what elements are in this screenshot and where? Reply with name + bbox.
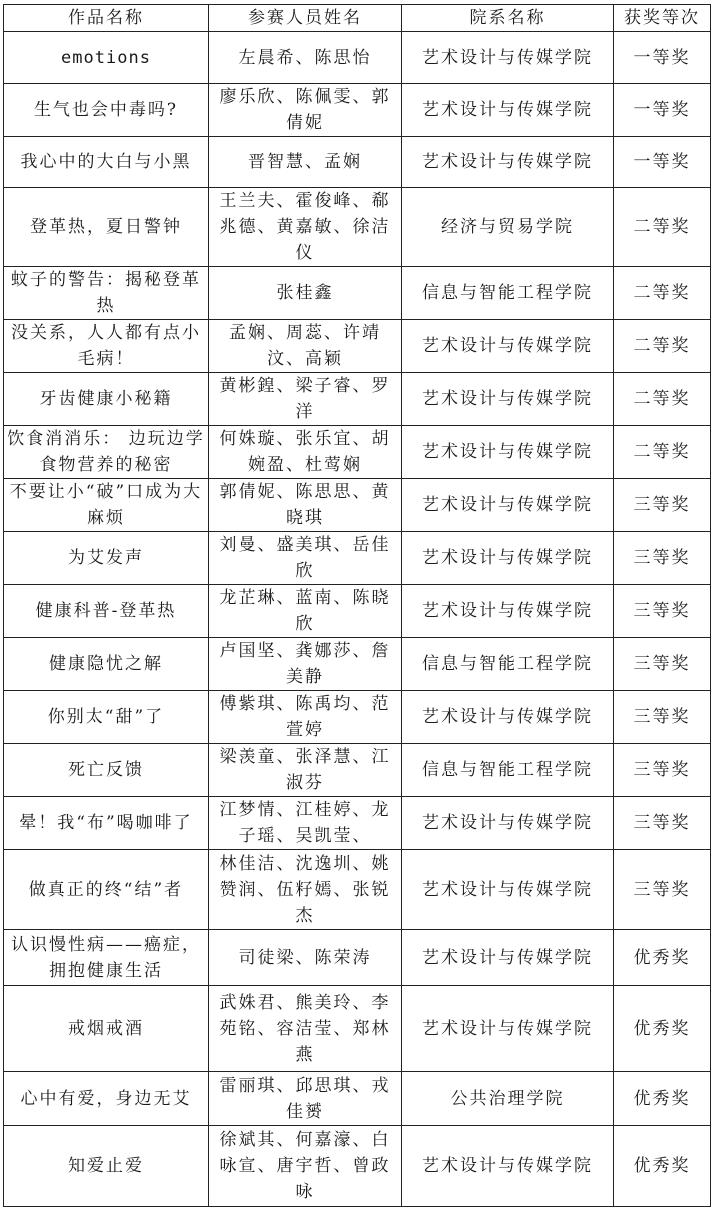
- department-cell: 艺术设计与传媒学院: [402, 986, 614, 1072]
- department-cell: 信息与智能工程学院: [402, 744, 614, 797]
- table-row: [4, 691, 711, 744]
- department-cell: 艺术设计与传媒学院: [402, 137, 614, 188]
- work-name-cell: 心中有爱，身边无艾: [4, 1072, 209, 1126]
- department-cell: 艺术设计与传媒学院: [402, 585, 614, 638]
- department-cell: 艺术设计与传媒学院: [402, 691, 614, 744]
- department-cell: 艺术设计与传媒学院: [402, 426, 614, 479]
- table-row: [4, 986, 711, 1072]
- department-cell: 艺术设计与传媒学院: [402, 320, 614, 373]
- table-row: [4, 320, 711, 373]
- department-cell: 艺术设计与传媒学院: [402, 479, 614, 532]
- award-level-cell: 优秀奖: [614, 1072, 711, 1126]
- table-row: [4, 188, 711, 267]
- participants-cell: 何姝璇、张乐宜、胡婉盈、杜莺娴: [209, 426, 402, 479]
- department-cell: 艺术设计与传媒学院: [402, 930, 614, 986]
- table-row: [4, 373, 711, 426]
- participants-cell: 黄彬鍠、梁子睿、罗洋: [209, 373, 402, 426]
- work-name-cell: 饮食消消乐： 边玩边学食物营养的秘密: [4, 426, 209, 479]
- participants-cell: 左晨希、陈思怡: [209, 32, 402, 84]
- award-level-cell: 一等奖: [614, 32, 711, 84]
- table-row: [4, 930, 711, 986]
- work-name-cell: 你别太“甜”了: [4, 691, 209, 744]
- table-row: [4, 84, 711, 137]
- participants-cell: 林佳洁、沈逸圳、姚赞润、伍籽嫣、张锐杰: [209, 850, 402, 930]
- award-level-cell: 一等奖: [614, 137, 711, 188]
- department-cell: 经济与贸易学院: [402, 188, 614, 267]
- header-department: 院系名称: [402, 5, 614, 32]
- participants-cell: 江梦情、江桂婷、龙子瑶、吴凯莹、: [209, 797, 402, 850]
- award-level-cell: 一等奖: [614, 84, 711, 137]
- work-name-cell: emotions: [4, 32, 209, 84]
- table-row: [4, 585, 711, 638]
- table-row: [4, 32, 711, 84]
- work-name-cell: 我心中的大白与小黑: [4, 137, 209, 188]
- table-row: [4, 797, 711, 850]
- award-level-cell: 三等奖: [614, 532, 711, 585]
- award-level-cell: 二等奖: [614, 320, 711, 373]
- participants-cell: 郭倩妮、陈思思、黄晓琪: [209, 479, 402, 532]
- work-name-cell: 做真正的终“结”者: [4, 850, 209, 930]
- award-level-cell: 二等奖: [614, 373, 711, 426]
- participants-cell: 武姝君、熊美玲、李苑铭、容洁莹、郑林燕: [209, 986, 402, 1072]
- department-cell: 艺术设计与传媒学院: [402, 373, 614, 426]
- department-cell: 公共治理学院: [402, 1072, 614, 1126]
- work-name-cell: 健康科普-登革热: [4, 585, 209, 638]
- participants-cell: 张桂鑫: [209, 267, 402, 320]
- department-cell: 艺术设计与传媒学院: [402, 797, 614, 850]
- award-level-cell: 优秀奖: [614, 930, 711, 986]
- table-row: [4, 426, 711, 479]
- work-name-cell: 牙齿健康小秘籍: [4, 373, 209, 426]
- work-name-cell: 没关系，人人都有点小毛病！: [4, 320, 209, 373]
- participants-cell: 梁羡童、张泽慧、江淑芬: [209, 744, 402, 797]
- department-cell: 信息与智能工程学院: [402, 638, 614, 691]
- department-cell: 艺术设计与传媒学院: [402, 32, 614, 84]
- participants-cell: 廖乐欣、陈佩雯、郭倩妮: [209, 84, 402, 137]
- award-level-cell: 三等奖: [614, 744, 711, 797]
- award-level-cell: 二等奖: [614, 267, 711, 320]
- table-row: [4, 1072, 711, 1126]
- work-name-cell: 不要让小“破”口成为大麻烦: [4, 479, 209, 532]
- participants-cell: 龙芷琳、蓝南、陈晓欣: [209, 585, 402, 638]
- award-level-cell: 二等奖: [614, 426, 711, 479]
- participants-cell: 徐斌其、何嘉濠、白咏宣、唐宇哲、曾政咏: [209, 1126, 402, 1207]
- participants-cell: 卢国坚、龚娜莎、詹美静: [209, 638, 402, 691]
- table-row: [4, 744, 711, 797]
- table-row: [4, 479, 711, 532]
- table-row: [4, 850, 711, 930]
- work-name-cell: 死亡反馈: [4, 744, 209, 797]
- work-name-cell: 戒烟戒酒: [4, 986, 209, 1072]
- table-row: [4, 267, 711, 320]
- department-cell: 艺术设计与传媒学院: [402, 850, 614, 930]
- award-level-cell: 三等奖: [614, 850, 711, 930]
- participants-cell: 王兰夫、霍俊峰、郗兆德、黄嘉敏、徐洁仪: [209, 188, 402, 267]
- participants-cell: 晋智慧、孟娴: [209, 137, 402, 188]
- work-name-cell: 健康隐忧之解: [4, 638, 209, 691]
- work-name-cell: 登革热，夏日警钟: [4, 188, 209, 267]
- department-cell: 艺术设计与传媒学院: [402, 1126, 614, 1207]
- award-level-cell: 优秀奖: [614, 1126, 711, 1207]
- award-table: [3, 4, 711, 1207]
- work-name-cell: 生气也会中毒吗?: [4, 84, 209, 137]
- participants-cell: 刘曼、盛美琪、岳佳欣: [209, 532, 402, 585]
- table-row: [4, 137, 711, 188]
- table-header-row: [4, 5, 711, 32]
- table-row: [4, 638, 711, 691]
- work-name-cell: 认识慢性病——癌症，拥抱健康生活: [4, 930, 209, 986]
- work-name-cell: 为艾发声: [4, 532, 209, 585]
- participants-cell: 司徒梁、陈荣涛: [209, 930, 402, 986]
- table-row: [4, 532, 711, 585]
- award-level-cell: 三等奖: [614, 585, 711, 638]
- work-name-cell: 知爱止爱: [4, 1126, 209, 1207]
- award-level-cell: 三等奖: [614, 479, 711, 532]
- award-level-cell: 优秀奖: [614, 986, 711, 1072]
- table-row: [4, 1126, 711, 1207]
- header-award-level: 获奖等次: [614, 5, 711, 32]
- participants-cell: 雷丽琪、邱思琪、戎佳赟: [209, 1072, 402, 1126]
- participants-cell: 孟娴、周蕊、许靖汶、高颖: [209, 320, 402, 373]
- award-level-cell: 三等奖: [614, 638, 711, 691]
- department-cell: 信息与智能工程学院: [402, 267, 614, 320]
- department-cell: 艺术设计与传媒学院: [402, 84, 614, 137]
- work-name-cell: 晕！我“布”喝咖啡了: [4, 797, 209, 850]
- work-name-cell: 蚊子的警告：揭秘登革热: [4, 267, 209, 320]
- award-level-cell: 二等奖: [614, 188, 711, 267]
- participants-cell: 傅紫琪、陈禹均、范萱婷: [209, 691, 402, 744]
- header-work-name: 作品名称: [4, 5, 209, 32]
- header-participants: 参赛人员姓名: [209, 5, 402, 32]
- award-level-cell: 三等奖: [614, 691, 711, 744]
- department-cell: 艺术设计与传媒学院: [402, 532, 614, 585]
- award-level-cell: 三等奖: [614, 797, 711, 850]
